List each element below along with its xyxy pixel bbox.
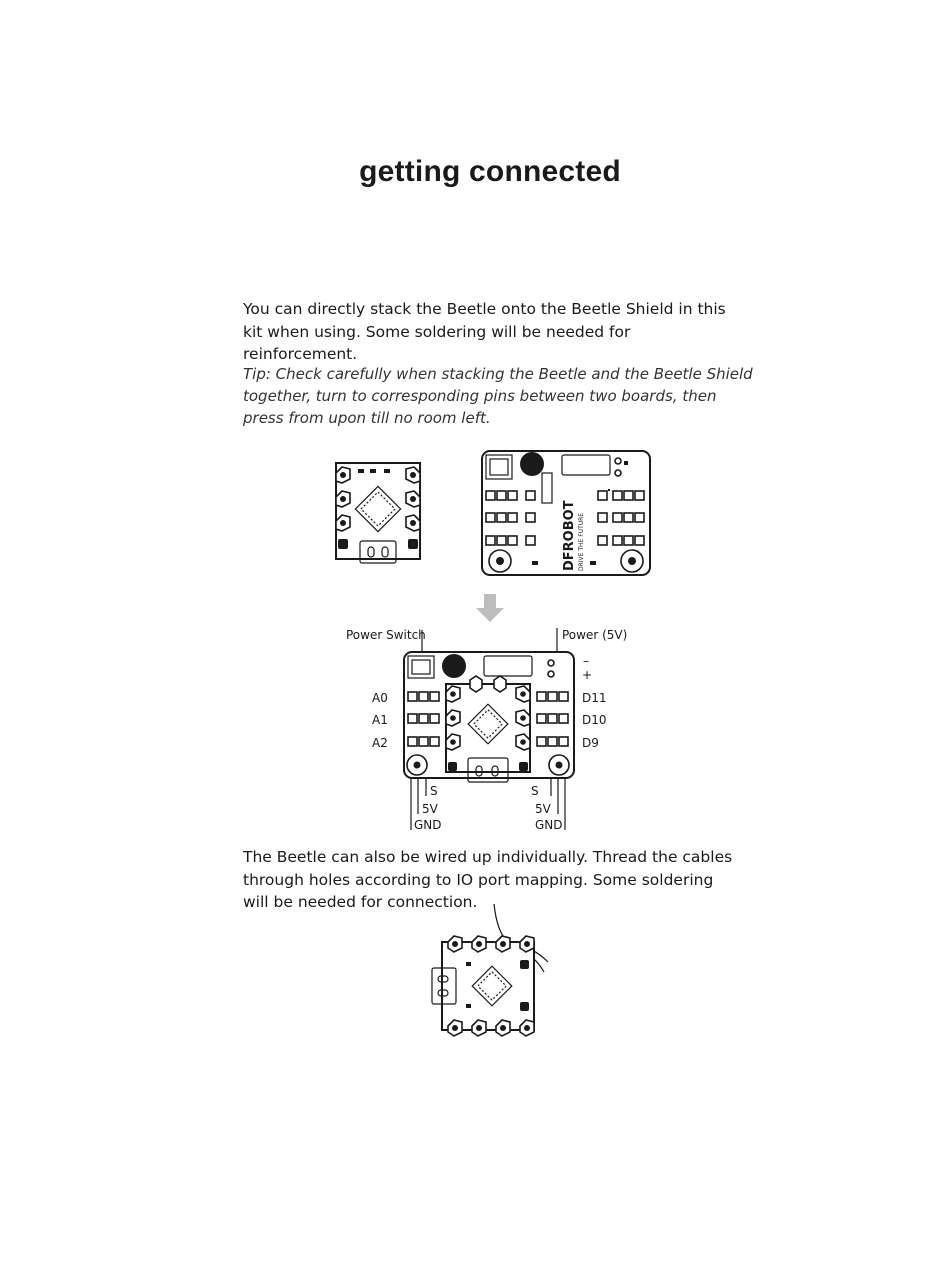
label-minus: – <box>583 654 589 668</box>
label-5v-left: 5V <box>422 802 438 816</box>
tip-paragraph: Tip: Check carefully when stacking the Beetle and the Beetle Shield together, turn to corresponding pins between two boards, then press from upon till no room left. <box>243 365 753 427</box>
label-gnd-right: GND <box>535 818 563 832</box>
wiring-paragraph: The Beetle can also be wired up individually. Thread the cables through holes according to IO port mapping. Some soldering will be needed for connection. <box>243 848 733 911</box>
label-plus: + <box>582 668 593 682</box>
label-s-right: S <box>531 784 539 798</box>
label-power-switch: Power Switch <box>346 628 426 642</box>
label-s-left: S <box>430 784 438 798</box>
label-d9: D9 <box>582 736 599 750</box>
page-title: getting connected <box>359 155 621 188</box>
intro-paragraph: You can directly stack the Beetle onto the Beetle Shield in this kit when using. Some soldering will be needed for reinforcement. <box>243 300 726 363</box>
label-power-5v: Power (5V) <box>562 628 628 642</box>
brand-subtext: DRIVE THE FUTURE <box>578 512 585 571</box>
label-a1: A1 <box>372 713 388 727</box>
assembled-diagram <box>330 622 650 842</box>
wired-beetle-illustration <box>430 902 555 1037</box>
label-a0: A0 <box>372 691 388 705</box>
down-arrow-icon <box>476 594 504 624</box>
beetle-shield-illustration <box>480 449 652 579</box>
label-gnd-left: GND <box>414 818 442 832</box>
label-d10: D10 <box>582 713 607 727</box>
brand-text: DFROBOT <box>562 500 577 571</box>
label-a2: A2 <box>372 736 388 750</box>
label-5v-right: 5V <box>535 802 551 816</box>
beetle-board-illustration <box>328 459 428 569</box>
label-d11: D11 <box>582 691 607 705</box>
